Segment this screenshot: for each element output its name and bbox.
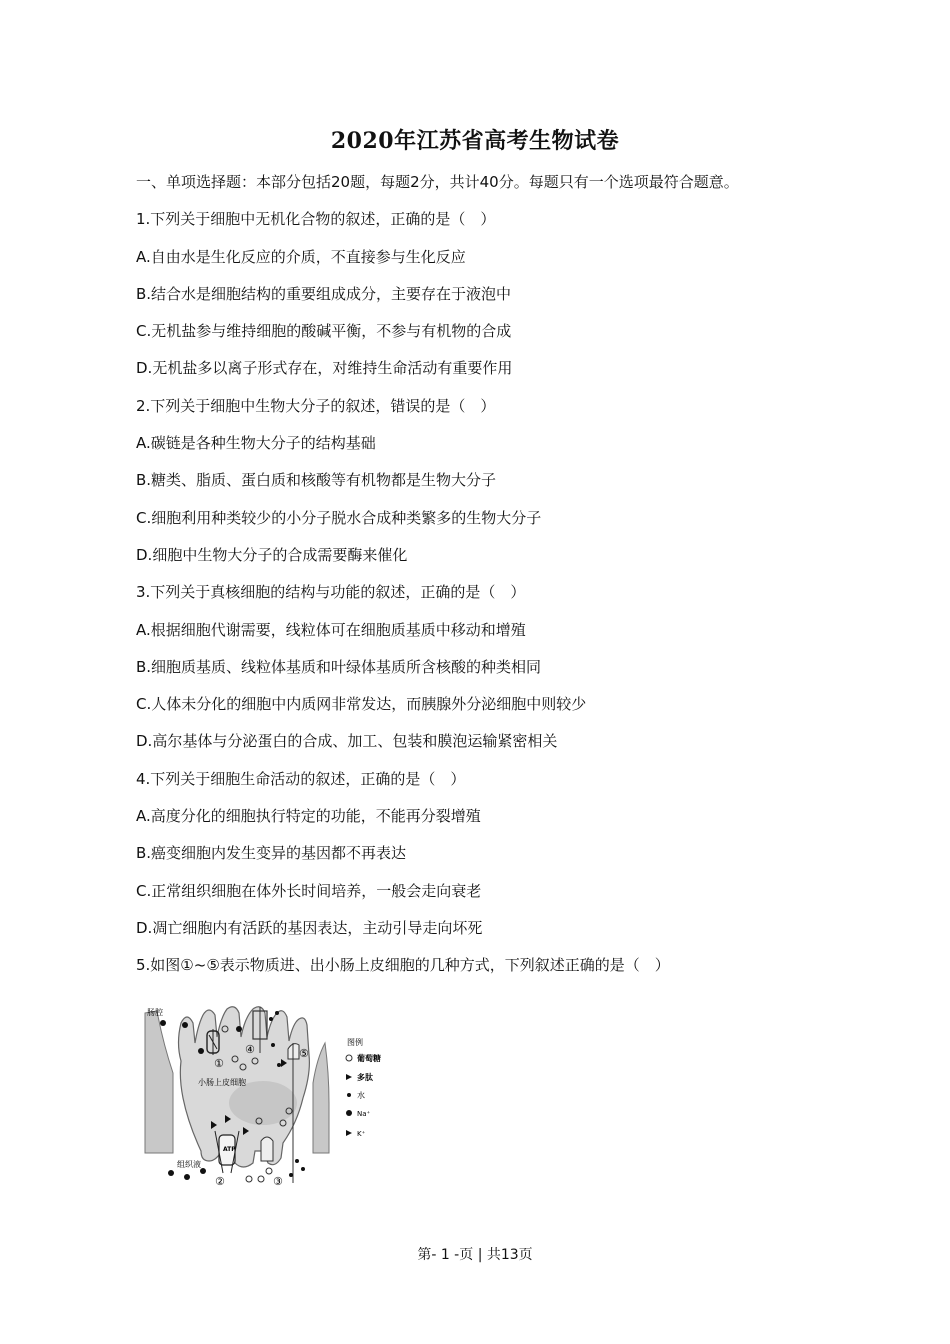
option-d: D.无机盐多以离子形式存在，对维持生命活动有重要作用 (136, 359, 513, 378)
legend (346, 1037, 381, 1138)
option-d: D.高尔基体与分泌蛋白的合成、加工、包装和膜泡运输紧密相关 (136, 732, 558, 751)
cell-nucleus-shade (229, 1081, 297, 1125)
option-a: A.高度分化的细胞执行特定的功能，不能再分裂增殖 (136, 807, 481, 826)
question-list (136, 172, 826, 993)
option-a: A.自由水是生化反应的介质，不直接参与生化反应 (136, 247, 466, 266)
option-a: A.根据细胞代谢需要，线粒体可在细胞质基质中移动和增殖 (136, 620, 526, 639)
option-b: B.癌变细胞内发生变异的基因都不再表达 (136, 844, 407, 863)
intestinal-cell-figure (143, 1003, 398, 1188)
label-atp: ATP (223, 1146, 236, 1153)
question-stem: 3.下列关于真核细胞的结构与功能的叙述，正确的是（ ） (136, 583, 526, 602)
marker-2: ② (215, 1175, 225, 1188)
marker-1: ① (214, 1057, 224, 1070)
legend-na: Na⁺ (357, 1110, 371, 1118)
question-stem: 2.下列关于细胞中生物大分子的叙述，错误的是（ ） (136, 396, 496, 415)
marker-5: ⑤ (299, 1047, 309, 1060)
question-stem: 1.下列关于细胞中无机化合物的叙述，正确的是（ ） (136, 210, 496, 229)
legend-title: 图例 (347, 1038, 363, 1047)
option-b: B.细胞质基质、线粒体基质和叶绿体基质所含核酸的种类相同 (136, 657, 542, 676)
legend-k-icon (346, 1130, 352, 1136)
option-c: C.无机盐参与维持细胞的酸碱平衡，不参与有机物的合成 (136, 322, 512, 341)
option-d: D.凋亡细胞内有活跃的基因表达，主动引导走向坏死 (136, 918, 483, 937)
carrier-3 (261, 1137, 273, 1161)
label-lumen: 肠腔 (147, 1008, 163, 1017)
legend-glucose-icon (346, 1055, 352, 1061)
marker-3: ③ (273, 1175, 283, 1188)
label-cell: 小肠上皮细胞 (198, 1078, 246, 1087)
section-heading: 一、单项选择题：本部分包括20题，每题2分，共计40分。每题只有一个选项最符合题意。 (136, 173, 739, 191)
legend-water: 水 (357, 1091, 365, 1100)
option-d: D.细胞中生物大分子的合成需要酶来催化 (136, 545, 408, 564)
legend-na-icon (346, 1110, 352, 1116)
legend-peptide: 多肽 (357, 1073, 373, 1082)
legend-k: K⁺ (357, 1130, 366, 1138)
neighbor-cell-right (313, 1043, 329, 1153)
question-stem: 5.如图①~⑤表示物质进、出小肠上皮细胞的几种方式，下列叙述正确的是（ ） (136, 956, 670, 975)
page-title: 2020年江苏省高考生物试卷 (330, 128, 620, 154)
option-b: B.糖类、脂质、蛋白质和核酸等有机物都是生物大分子 (136, 471, 497, 490)
legend-water-icon (347, 1093, 351, 1097)
question-stem: 4.下列关于细胞生命活动的叙述，正确的是（ ） (136, 769, 466, 788)
marker-4: ④ (245, 1043, 255, 1056)
legend-glucose: 葡萄糖 (357, 1054, 381, 1063)
option-b: B.结合水是细胞结构的重要组成成分，主要存在于液泡中 (136, 284, 512, 303)
neighbor-cell-left (145, 1011, 173, 1153)
option-c: C.正常组织细胞在体外长时间培养，一般会走向衰老 (136, 881, 482, 900)
option-a: A.碳链是各种生物大分子的结构基础 (136, 434, 376, 453)
option-c: C.细胞利用种类较少的小分子脱水合成种类繁多的生物大分子 (136, 508, 542, 527)
label-tissue-fluid: 组织液 (177, 1160, 201, 1169)
legend-peptide-icon (346, 1074, 352, 1080)
option-c: C.人体未分化的细胞中内质网非常发达，而胰腺外分泌细胞中则较少 (136, 695, 587, 714)
page-footer: 第- 1 -页 | 共13页 (417, 1247, 533, 1263)
